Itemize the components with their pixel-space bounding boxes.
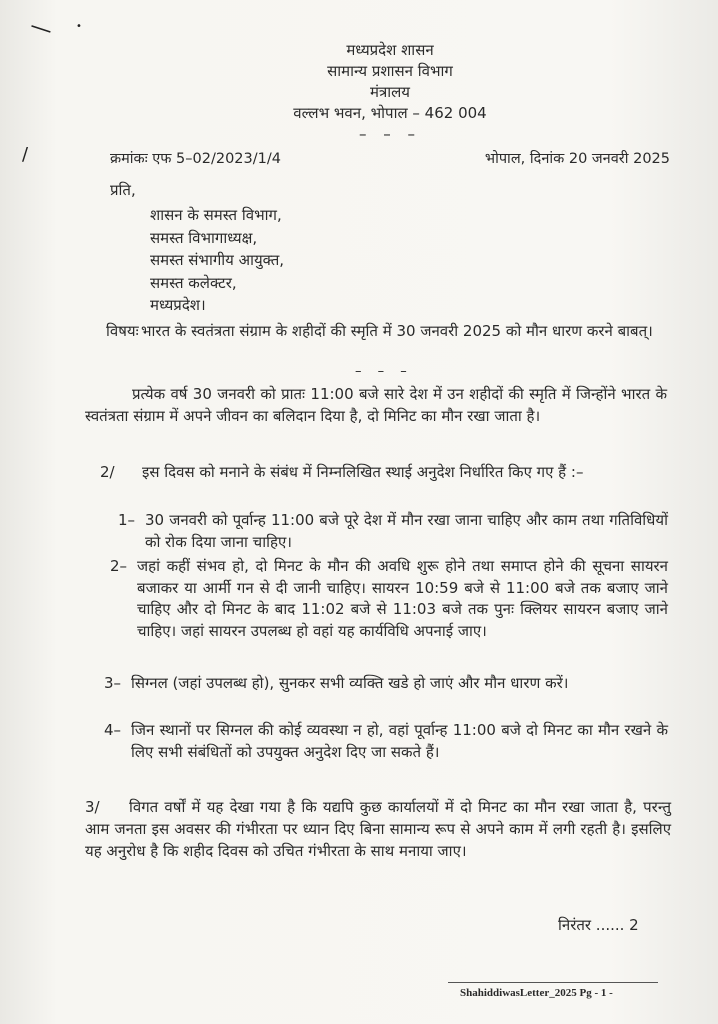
continued-marker: निरंतर ...... 2 (558, 916, 639, 934)
reference-number: क्रमांकः एफ 5–02/2023/1/4 (110, 151, 281, 167)
dot-mark: • (76, 21, 82, 32)
item-text: सिग्नल (जहां उपलब्ध हो), सुनकर सभी व्यक्ति खडे हो जाएं और मौन धारण करें। (131, 674, 569, 692)
place-date: भोपाल, दिनांक 20 जनवरी 2025 (484, 151, 670, 167)
recipient: समस्त संभागीय आयुक्त, (150, 251, 285, 269)
item-number: 2– (110, 557, 128, 575)
list-item (104, 673, 668, 695)
paragraph-number: 3/ (85, 798, 100, 816)
recipient: मध्यप्रदेश। (150, 296, 206, 314)
subject-separator: – – – (355, 364, 413, 379)
recipient: शासन के समस्त विभाग, (150, 206, 282, 224)
ministry: मंत्रालय (369, 83, 410, 101)
list-item (104, 720, 668, 763)
header-separator: – – – (358, 125, 422, 143)
paragraph-2 (100, 462, 667, 483)
paragraph-1: प्रत्येक वर्ष 30 जनवरी को प्रातः 11:00 बजे सारे देश में उन शहीदों की स्मृति में जिन्होंने भारत के स्वतंत्रता संग्राम में अपने जीवन का बलिदान दिया है, दो मिनिट का मौन रखा जाता है। (85, 385, 667, 425)
subject-text: भारत के स्वतंत्रता संग्राम के शहीदों की स्मृति में 30 जनवरी 2025 को मौन धारण करने बाबत्। (141, 322, 653, 340)
to-label: प्रति, (110, 181, 136, 199)
govt-name: मध्यप्रदेश शासन (346, 41, 434, 59)
pen-mark: — (26, 13, 56, 44)
item-text: जिन स्थानों पर सिग्नल की कोई व्यवस्था न हो, वहां पूर्वान्ह 11:00 बजे दो मिनट का मौन रखने के लिए सभी संबंधितों को उपयुक्त अनुदेश दिए जा सकते हैं। (131, 721, 668, 761)
subject (106, 320, 674, 342)
recipient: समस्त विभागाध्यक्ष, (150, 228, 258, 247)
recipients-list (150, 204, 284, 317)
paragraph-3 (85, 796, 671, 862)
paragraph-text: विगत वर्षों में यह देखा गया है कि यद्यपि कुछ कार्यालयों में दो मिनट का मौन रखा जाता है, परन्तु आम जनता इस अवसर की गंभीरता पर ध्यान दिए बिना सामान्य रूप से अपने काम में लगी रहती है। इसलिए यह अनुरोध है कि शहीद दिवस को उचित गंभीरता के साथ मनाया जाए। (85, 798, 671, 860)
item-text: जहां कहीं संभव हो, दो मिनट के मौन की अवधि शुरू होने तथा समाप्त होने की सूचना सायरन बजाकर या आर्मी गन से दी जानी चाहिए। सायरन 10:59 बजे से 11:00 बजे तक बजाए जाने चाहिए और दो मिनट के बाद 11:02 बजे से 11:03 बजे तक पुनः क्लियर सायरन बजाए जाने चाहिए। जहां सायरन उपलब्ध हो वहां यह कार्यविधि अपनाई जाए। (137, 557, 668, 640)
department-name: सामान्य प्रशासन विभाग (327, 62, 453, 80)
footer-rule (448, 982, 658, 983)
paragraph-number: 2/ (100, 463, 115, 481)
item-number: 1– (118, 511, 136, 529)
subject-label: विषयः (106, 322, 139, 340)
item-text: 30 जनवरी को पूर्वान्ह 11:00 बजे पूरे देश में मौन रखा जाना चाहिए और काम तथा गतिविधियों को रोक दिया जाना चाहिए। (145, 511, 668, 551)
item-number: 4– (104, 721, 122, 739)
list-item (118, 510, 668, 553)
letterhead (250, 40, 530, 145)
margin-mark: / (22, 144, 29, 165)
list-item (110, 556, 668, 642)
page-footer: ShahiddiwasLetter_2025 Pg - 1 - (460, 987, 613, 999)
address: वल्लभ भवन, भोपाल – 462 004 (293, 104, 487, 122)
paragraph-text: इस दिवस को मनाने के संबंध में निम्नलिखित स्थाई अनुदेश निर्धारित किए गए हैं :– (142, 463, 584, 481)
item-number: 3– (104, 674, 122, 692)
recipient: समस्त कलेक्टर, (150, 273, 237, 292)
